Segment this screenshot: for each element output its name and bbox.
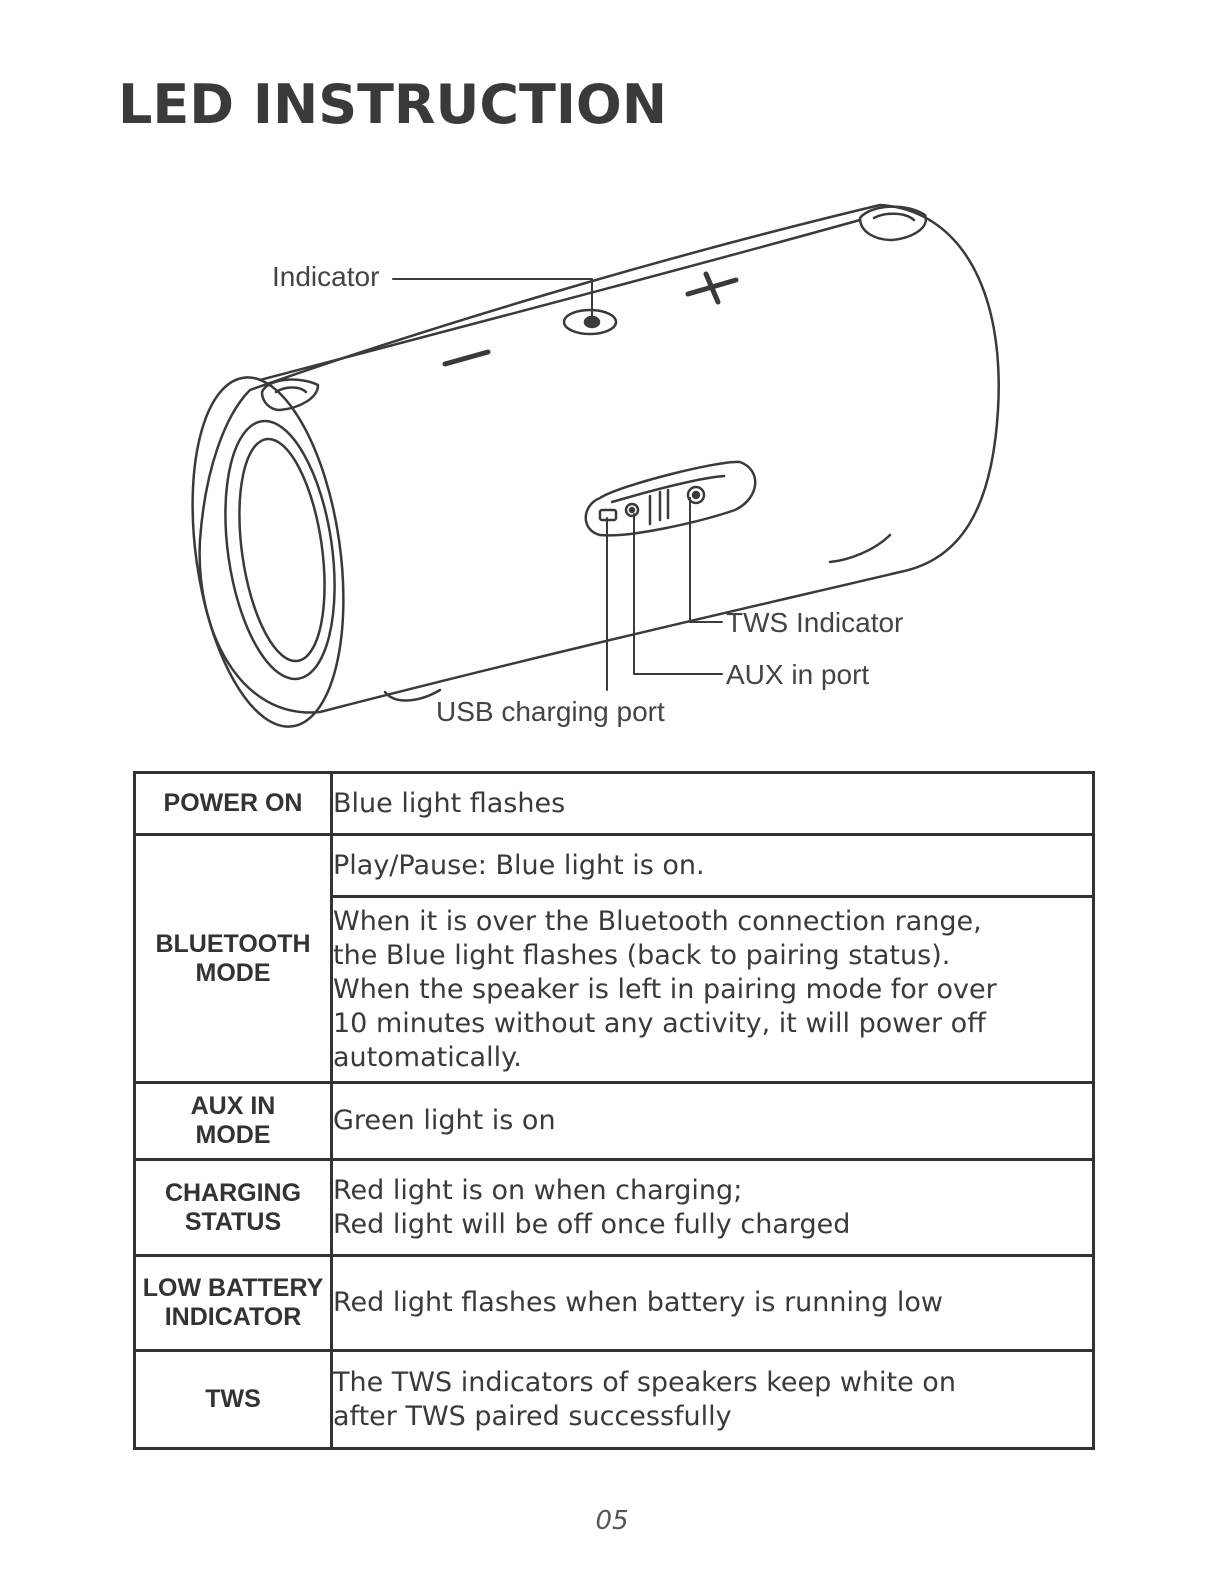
- row-desc-aux-in-mode: Green light is on: [332, 1083, 1094, 1160]
- table-row: [135, 1160, 1094, 1256]
- row-label-power-on: POWER ON: [135, 773, 332, 835]
- page-title: LED INSTRUCTION: [118, 73, 668, 136]
- speaker-end-cap: [172, 368, 364, 737]
- row-label-charging-status: CHARGING STATUS: [135, 1160, 332, 1256]
- led-instruction-table: [133, 771, 1095, 1450]
- row-label-low-battery: LOW BATTERY INDICATOR: [135, 1256, 332, 1351]
- port-panel: [586, 462, 755, 535]
- row-desc-power-on: Blue light flashes: [332, 773, 1094, 835]
- table-row: [135, 773, 1094, 835]
- table-row: [135, 1256, 1094, 1351]
- speaker-diagram: [0, 180, 1224, 750]
- row-desc-bluetooth-play-pause: Play/Pause: Blue light is on.: [332, 835, 1094, 897]
- tws-indicator-label: TWS Indicator: [726, 607, 904, 638]
- usb-charging-port-label: USB charging port: [436, 696, 665, 727]
- table-row: [135, 1351, 1094, 1449]
- strap-loop-right: [860, 207, 926, 240]
- aux-leader: [634, 514, 722, 674]
- table-row: [135, 1083, 1094, 1160]
- table-row: [135, 835, 1094, 897]
- speaker-illustration: [0, 180, 1224, 750]
- row-label-tws: TWS: [135, 1351, 332, 1449]
- row-desc-tws: The TWS indicators of speakers keep white on after TWS paired successfully: [332, 1351, 1094, 1449]
- page-number: 05: [595, 1506, 629, 1536]
- row-desc-bluetooth-range: When it is over the Bluetooth connection range, the Blue light flashes (back to pairing status). When the speaker is left in pairing mode for over 10 minutes without any activity, it will power off automatically.: [332, 897, 1094, 1083]
- row-desc-low-battery: Red light flashes when battery is running low: [332, 1256, 1094, 1351]
- row-desc-charging-status: Red light is on when charging; Red light will be off once fully charged: [332, 1160, 1094, 1256]
- minus-button: [445, 352, 488, 364]
- row-label-bluetooth-mode: BLUETOOTH MODE: [135, 835, 332, 1083]
- row-label-aux-in-mode: AUX IN MODE: [135, 1083, 332, 1160]
- indicator-label: Indicator: [272, 261, 380, 292]
- aux-in-port-label: AUX in port: [726, 659, 870, 690]
